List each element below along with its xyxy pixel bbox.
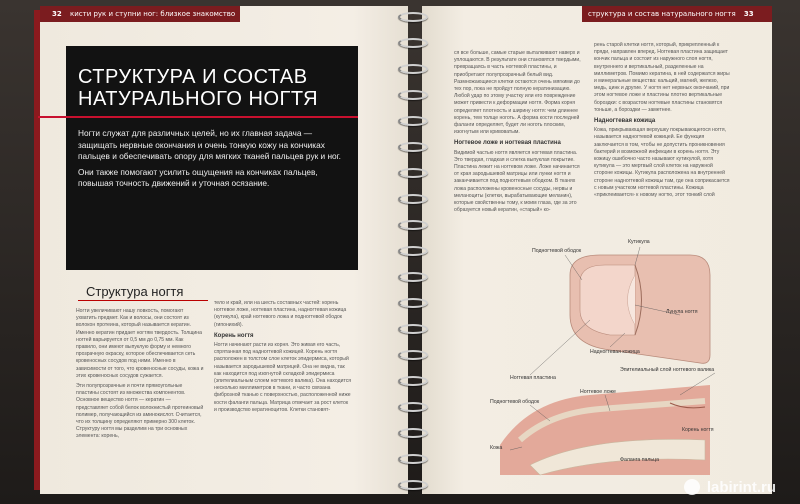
label-eponychium: Надногтевая кожица: [590, 349, 640, 355]
binding-ring: [398, 220, 428, 230]
right-col1-para2: Видимой частью ногтя является ногтевая пластина. Это твердая, гладкая и слегка выпуклая покрытие. Пластина лежит на ногтевом ложе. Ложе начинается от края зародышевой матрицы или лунки ногтя и заканчивается под подногтевым ободком. В тканях ложа расположены кровеносные сосуды, нервы и меланоциты (клетки, вырабатывающие меланин), которые свойственны тому, к моим глаза, где за это образуется новый кератин, «старый» ко-: [454, 149, 580, 214]
right-col1-para1: ся все больше, самые старые выталкивают наверх и уплощаются. В результате они становятся твердыми, превращаясь в часть ногтевой пластины, и приобретают полупрозрачный белый вид. Размножающиеся клетки остаются очень мягкими до тех пор, пока не пройдут полную кератинизацию. Любой удар по этому участку или его повреждение может привести к деформации ногтя. Форма корня определяет плотность и ширину ногтя: чем длиннее корень, тем толще ноготь. А форма кости последней фаланги определяет, будет ли ноготь плоским, изогнутым или кривоватым.: [454, 50, 581, 136]
binding-ring: [398, 428, 428, 438]
binding-ring: [398, 376, 428, 386]
page-title: СТРУКТУРА И СОСТАВ НАТУРАЛЬНОГО НОГТЯ: [78, 66, 319, 110]
right-page-number: 33: [743, 10, 754, 18]
binding-ring: [398, 454, 428, 464]
binding-ring: [398, 272, 428, 282]
binding-ring: [398, 116, 428, 126]
binding-ring: [398, 350, 428, 360]
nail-anatomy-diagram: [470, 235, 720, 485]
binding-ring: [398, 246, 428, 256]
nail-diagram-svg: [470, 235, 720, 485]
left-header: [52, 10, 235, 18]
label-skin: Кожа: [490, 445, 503, 451]
binding-ring: [398, 12, 428, 22]
right-col2-heading: Надногтевая кожица: [594, 118, 656, 125]
right-column-2: [594, 42, 730, 202]
left-col2-para1: тело и край, или на шесть составных частей: корень ногтевое ложе, ногтевая пластина, надногтевая кожица (кутикула), край ногтевого ложа и подногтевой ободок (гипонихий).: [214, 300, 347, 328]
label-lunula: Лунула ногтя: [666, 309, 698, 315]
binding-ring: [398, 194, 428, 204]
right-header: [588, 10, 760, 18]
right-column-1: [454, 50, 586, 217]
label-phalanx: Фаланга пальца: [620, 457, 659, 463]
section-title: Структура ногтя: [86, 284, 184, 299]
labirint-logo-icon: [684, 479, 700, 495]
nail-plate-top: [580, 265, 635, 335]
right-col2-para1: рень старой клетки ногтя, который, прикрепленный к пряди, направлен вперед. Ногтевая пластина защищает кончик пальца и состоит из наружного слоя ногтя, внутреннего и вертикальный, разделенные на миллиметров. Помимо кератина, в ней содержатся жиры и минеральные вещества: кальций, магний, железо, медь, цинк и другие. У ногтя нет нервных окончаний, при этом ногтевое ложе и пластины плотно вертикальные бороздки: с возрастом ногтевые пластины становятся тоньше, а бороздки — заметнее.: [594, 42, 730, 113]
label-nail-bed: Ногтевое ложе: [580, 389, 616, 395]
binding-ring: [398, 168, 428, 178]
left-header-text: кисти рук и ступни ног: близкое знакомство: [69, 10, 236, 18]
binding-ring: [398, 402, 428, 412]
binding-ring: [398, 64, 428, 74]
binding-ring: [398, 90, 428, 100]
label-nail-plate: Ногтевая пластина: [510, 375, 556, 381]
left-col1-para1: Ногти увеличивают нашу ловкость, помогают ухватить предмет. Как и волосы, они состоят из волокон протеина, который называется кератин. Именно кератин придает ногтям твердость. Толщина ногтей варьируется от 0,5 мм до 0,75 мм. Как правило, они имеют выпуклую форму и немного прозрачную окраску, которое обеспечивается сеть кровеносных сосудов под ними. Именно в зависимости от того, что кровеносные сосуды, кожа и этих кровеносных сосудов сужается.: [76, 308, 204, 379]
right-col2-para2: Кожа, прикрывающая верхушку покрывающегося ногтя, называется надногтевой кожицей. Ее функция заключается в том, чтобы не допустить проникновения бактерий и возможной инфекции в корень ногтя. Эту кожицу ошибочно часто называют кутикулой, хотя кутикула — это мертвый слой клеток на наружной стороне кожицы. Кутикула расположена на внутренней стороне надногтевой кожицы там, где она соприкасается с новым участком ногтевой пластины. Кожица «приклеивается» к новому ногтю, этот тонкий слой: [594, 127, 730, 199]
watermark: [684, 479, 776, 496]
lead-paragraph-1: Ногти служат для различных целей, но их главная задача — защищать нервные окончания и очень тонкую кожу на кончиках пальцев и обеспечивать опору для мягких тканей пальцев рук и ног.: [78, 128, 341, 161]
label-nail-root: Корень ногтя: [682, 427, 714, 433]
lead-paragraph-2: Они также помогают усилить ощущения на кончиках пальцев, повышая точность движений и уточная осязание.: [78, 166, 318, 188]
binding-ring: [398, 38, 428, 48]
spiral-binding: [396, 0, 430, 504]
left-col2-para2: Ногти начинают расти из корня. Это живая его часть, спрятанная под надногтевой кожицей. Корень ногтя расположен в толстом слое клеток эпидермиса, который называется зародышевой матрицей. Она не видна, так как находится под изогнутой складкой эпидермиса (эпителиальным слоем ногтевого валика). Она находится несколько миллиметров в ткани, и часто связана фиброзной тканью с поверхностью, расположенной ниже кости фаланги пальца. Матрица отвечает за рост клеток и производство кератиноцитов. Клетки становят-: [214, 342, 352, 413]
right-header-text: структура и состав натурального ногтя: [588, 10, 736, 18]
title-underline: [38, 116, 358, 118]
label-epithelium: Эпителиальный слой ногтевого валика: [620, 367, 715, 373]
binding-ring: [398, 142, 428, 152]
label-cuticle: Кутикула: [628, 239, 650, 245]
right-col1-heading: Ногтевое ложе и ногтевая пластина: [454, 140, 561, 147]
binding-ring: [398, 298, 428, 308]
label-hyponychium-2: Подногтевой ободок: [490, 399, 540, 405]
watermark-text: labirint.ru: [706, 479, 776, 496]
title-box: [66, 46, 358, 270]
left-column-2: [214, 300, 352, 417]
binding-ring: [398, 480, 428, 490]
left-page-number: 32: [52, 10, 62, 18]
section-underline: [78, 300, 208, 301]
left-col1-para2: Эти полупрозрачные и почти прямоугольные пластины состоят из множества компонентов. Основное вещество ногтя — кератин — представляет собой белок волокнистый протеиновый полимер, получающийся из аминокислот. Считается, что их толщину определяют примерно 300 клеток. Структуру ногтя мы разделим на три основных элемента: корень,: [76, 383, 204, 440]
binding-ring: [398, 324, 428, 334]
left-col2-heading: Корень ногтя: [214, 332, 254, 339]
lead-text: [78, 128, 348, 194]
label-hyponychium: Подногтевой ободок: [532, 248, 582, 254]
left-column-1: [76, 308, 204, 444]
